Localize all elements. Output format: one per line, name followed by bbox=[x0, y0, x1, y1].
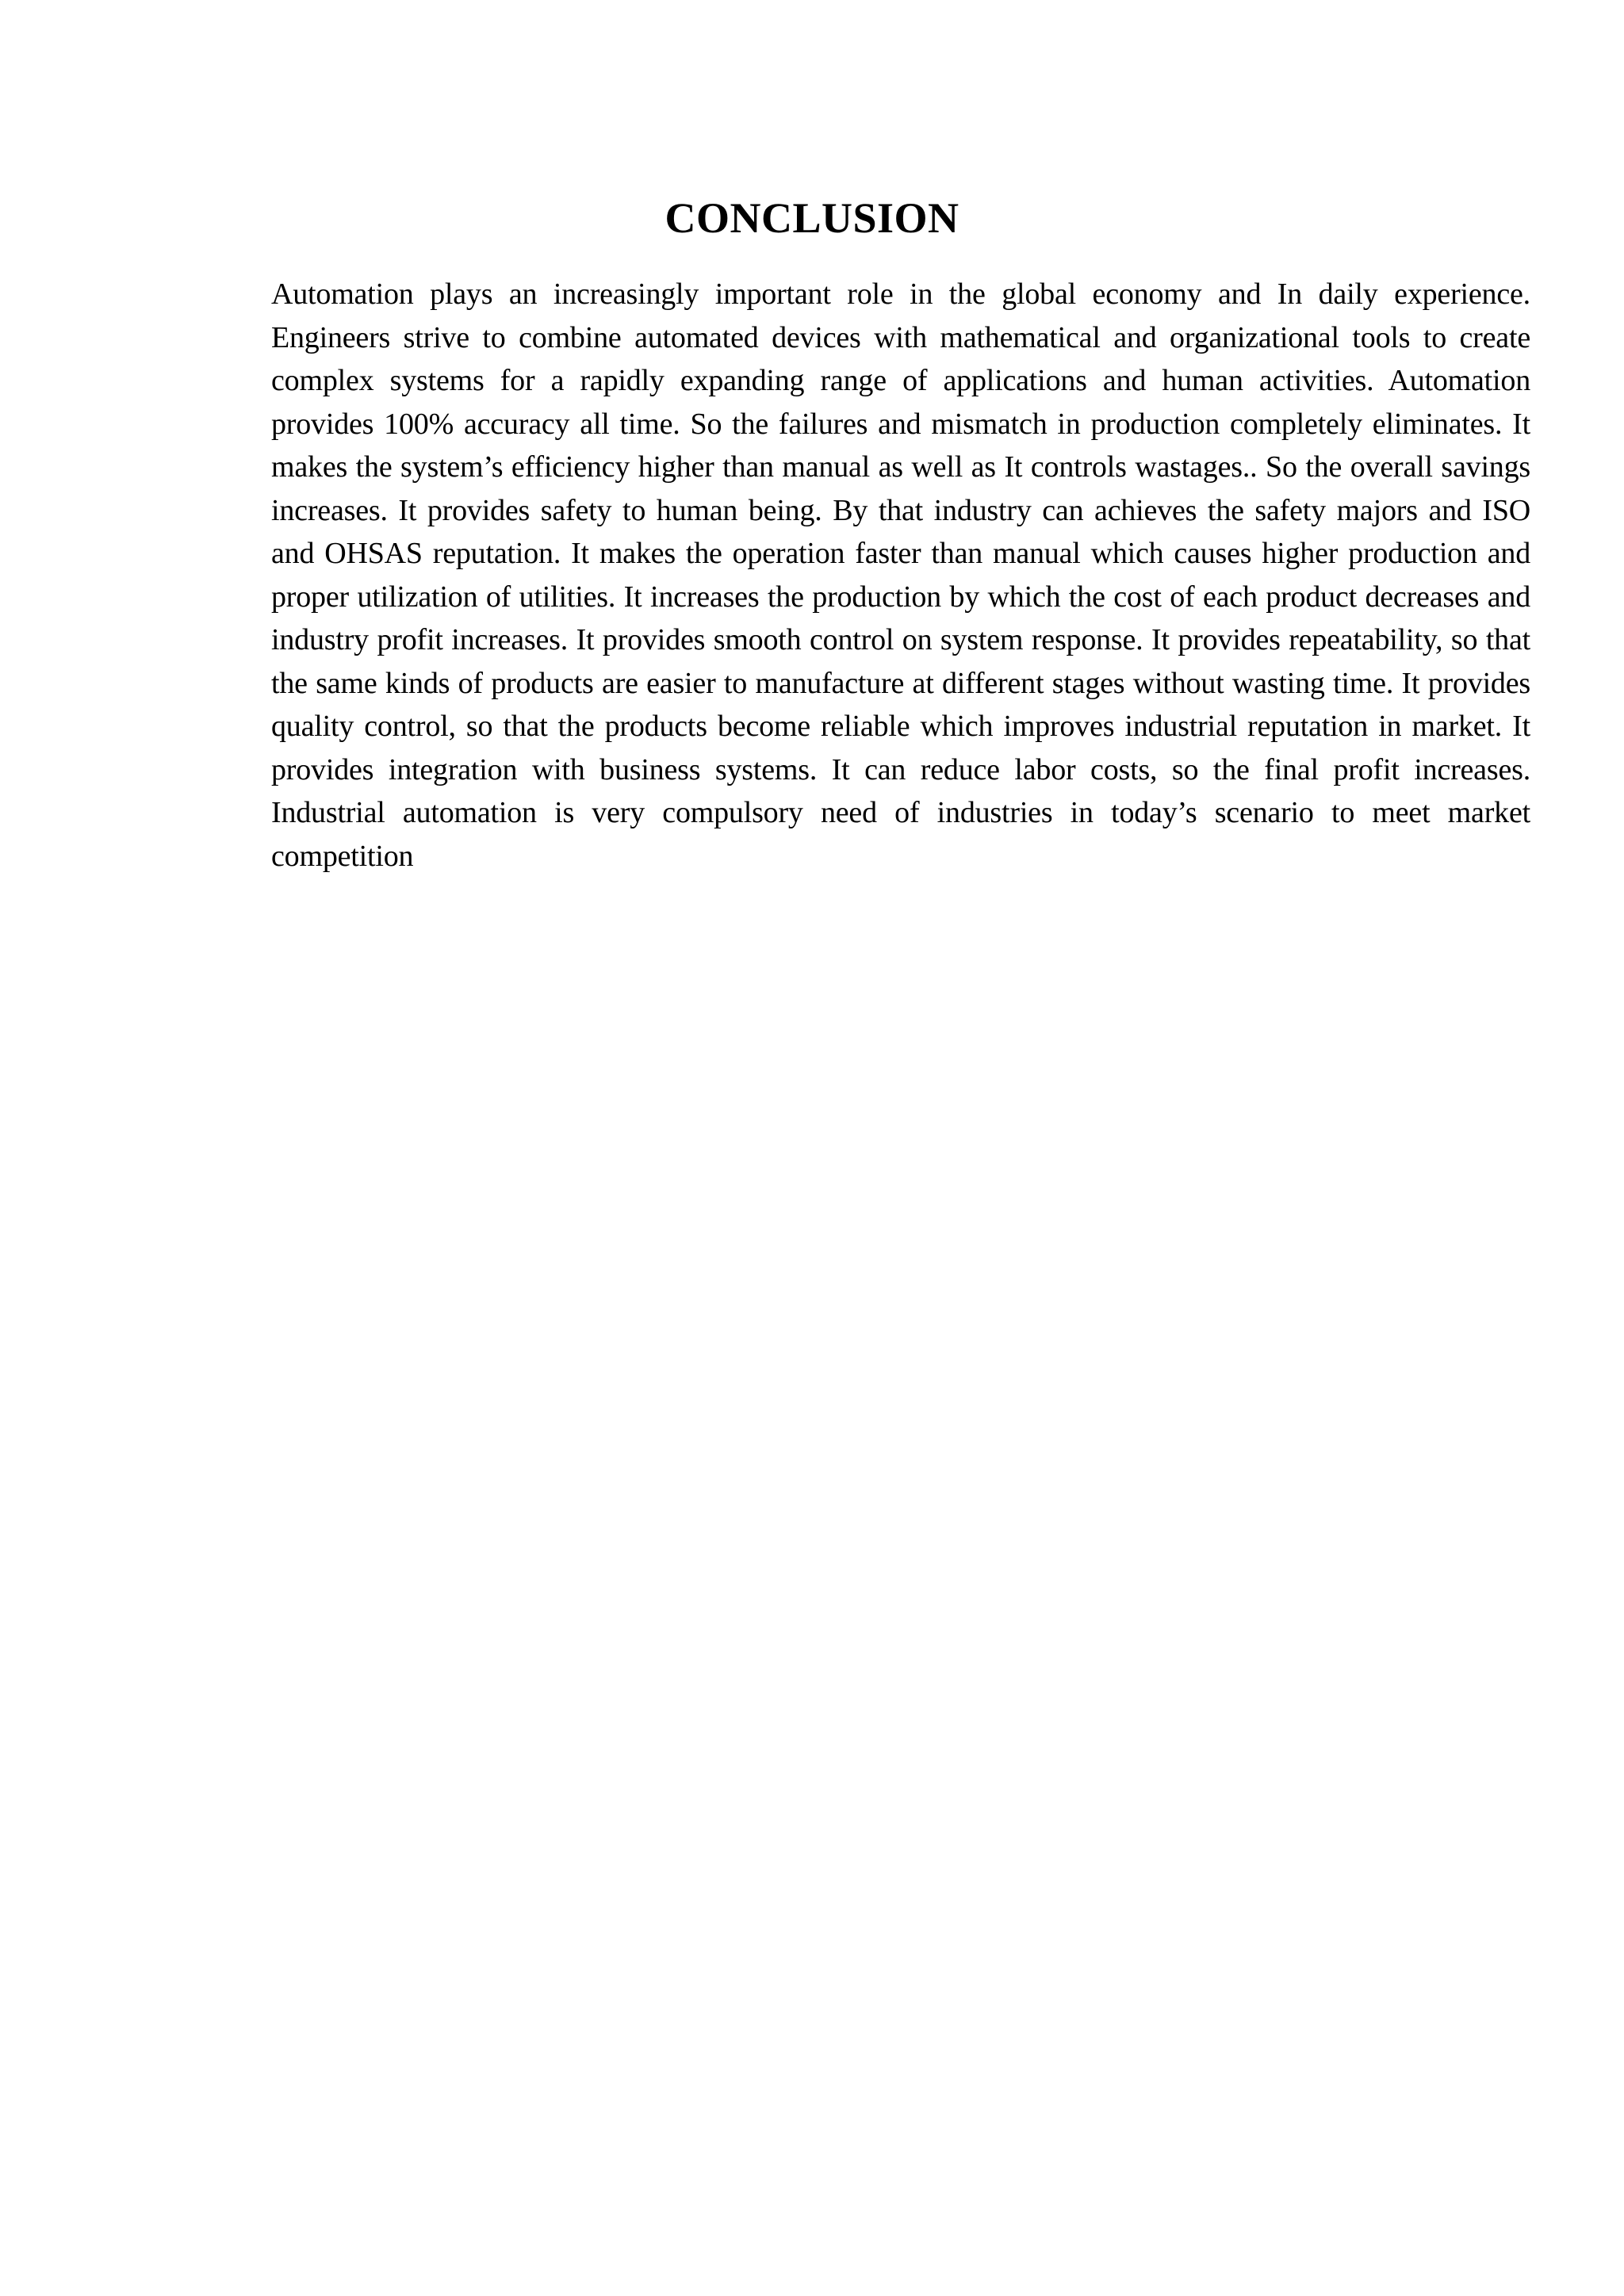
conclusion-paragraph: Automation plays an increasingly important role in the global economy and In daily experience. Engineers strive to combine automated devices with mathematical and organizational tools to create complex systems for a rapidly expanding range of applications and human activities. Automation provides 100% accuracy all time. So the failures and mismatch in production completely eliminates. It makes the system’s efficiency higher than manual as well as It controls wastages.. So the overall savings increases. It provides safety to human being. By that industry can achieves the safety majors and ISO and OHSAS reputation. It makes the operation faster than manual which causes higher production and proper utilization of utilities. It increases the production by which the cost of each product decreases and industry profit increases. It provides smooth control on system response. It provides repeatability, so that the same kinds of products are easier to manufacture at different stages without wasting time. It provides quality control, so that the products become reliable which improves industrial reputation in market. It provides integration with business systems. It can reduce labor costs, so the final profit increases. Industrial automation is very compulsory need of industries in today’s scenario to meet market competition bbox=[271, 277, 1530, 873]
page-title: CONCLUSION bbox=[665, 194, 959, 242]
